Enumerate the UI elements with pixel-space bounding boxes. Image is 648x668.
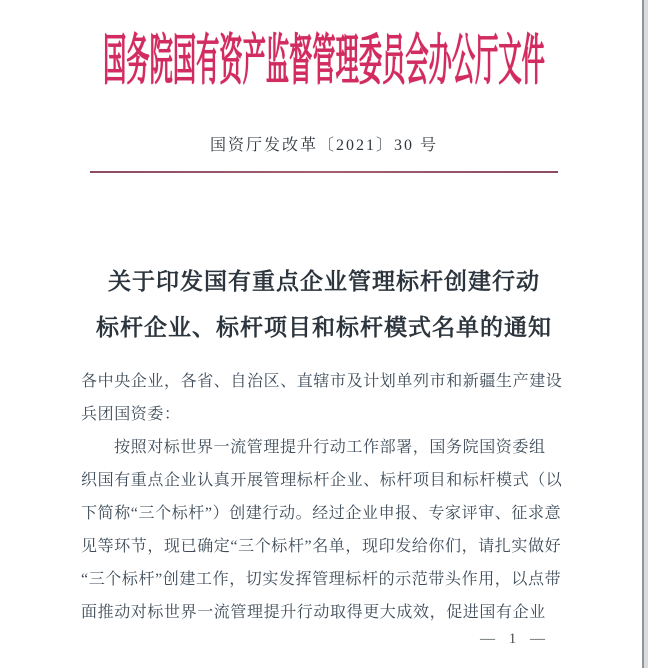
body-line: 织国有重点企业认真开展管理标杆企业、标杆项目和标杆模式（以 xyxy=(81,472,563,489)
document-title xyxy=(0,259,648,351)
red-divider-rule xyxy=(90,171,558,173)
document-number: 国资厅发改革〔2021〕30 号 xyxy=(209,137,438,154)
body-line: 面推动对标世界一流管理提升行动取得更大成效，促进国有企业 xyxy=(81,604,546,621)
body-line: 下简称“三个标杆”）创建行动。经过企业申报、专家评审、征求意 xyxy=(81,505,562,522)
page-number: — 1 — xyxy=(480,631,550,647)
letterhead-title: 国务院国有资产监督管理委员会办公厅文件 xyxy=(103,29,545,92)
document-title-line-1: 关于印发国有重点企业管理标杆创建行动 xyxy=(108,269,540,294)
body-line: 兵团国资委： xyxy=(81,406,181,423)
document-body xyxy=(81,365,567,629)
body-line: “三个标杆”创建工作，切实发挥管理标杆的示范带头作用，以点带 xyxy=(81,571,562,588)
scan-edge-light xyxy=(644,0,648,668)
letterhead xyxy=(0,26,648,92)
scan-edge-dark xyxy=(642,0,644,668)
body-line: 各中央企业，各省、自治区、直辖市及计划单列市和新疆生产建设 xyxy=(81,373,563,390)
body-line: 按照对标世界一流管理提升行动工作部署，国务院国资委组 xyxy=(114,439,546,456)
document-title-line-2: 标杆企业、标杆项目和标杆模式名单的通知 xyxy=(96,315,552,340)
body-line: 见等环节，现已确定“三个标杆”名单，现印发给你们，请扎实做好 xyxy=(81,538,562,555)
